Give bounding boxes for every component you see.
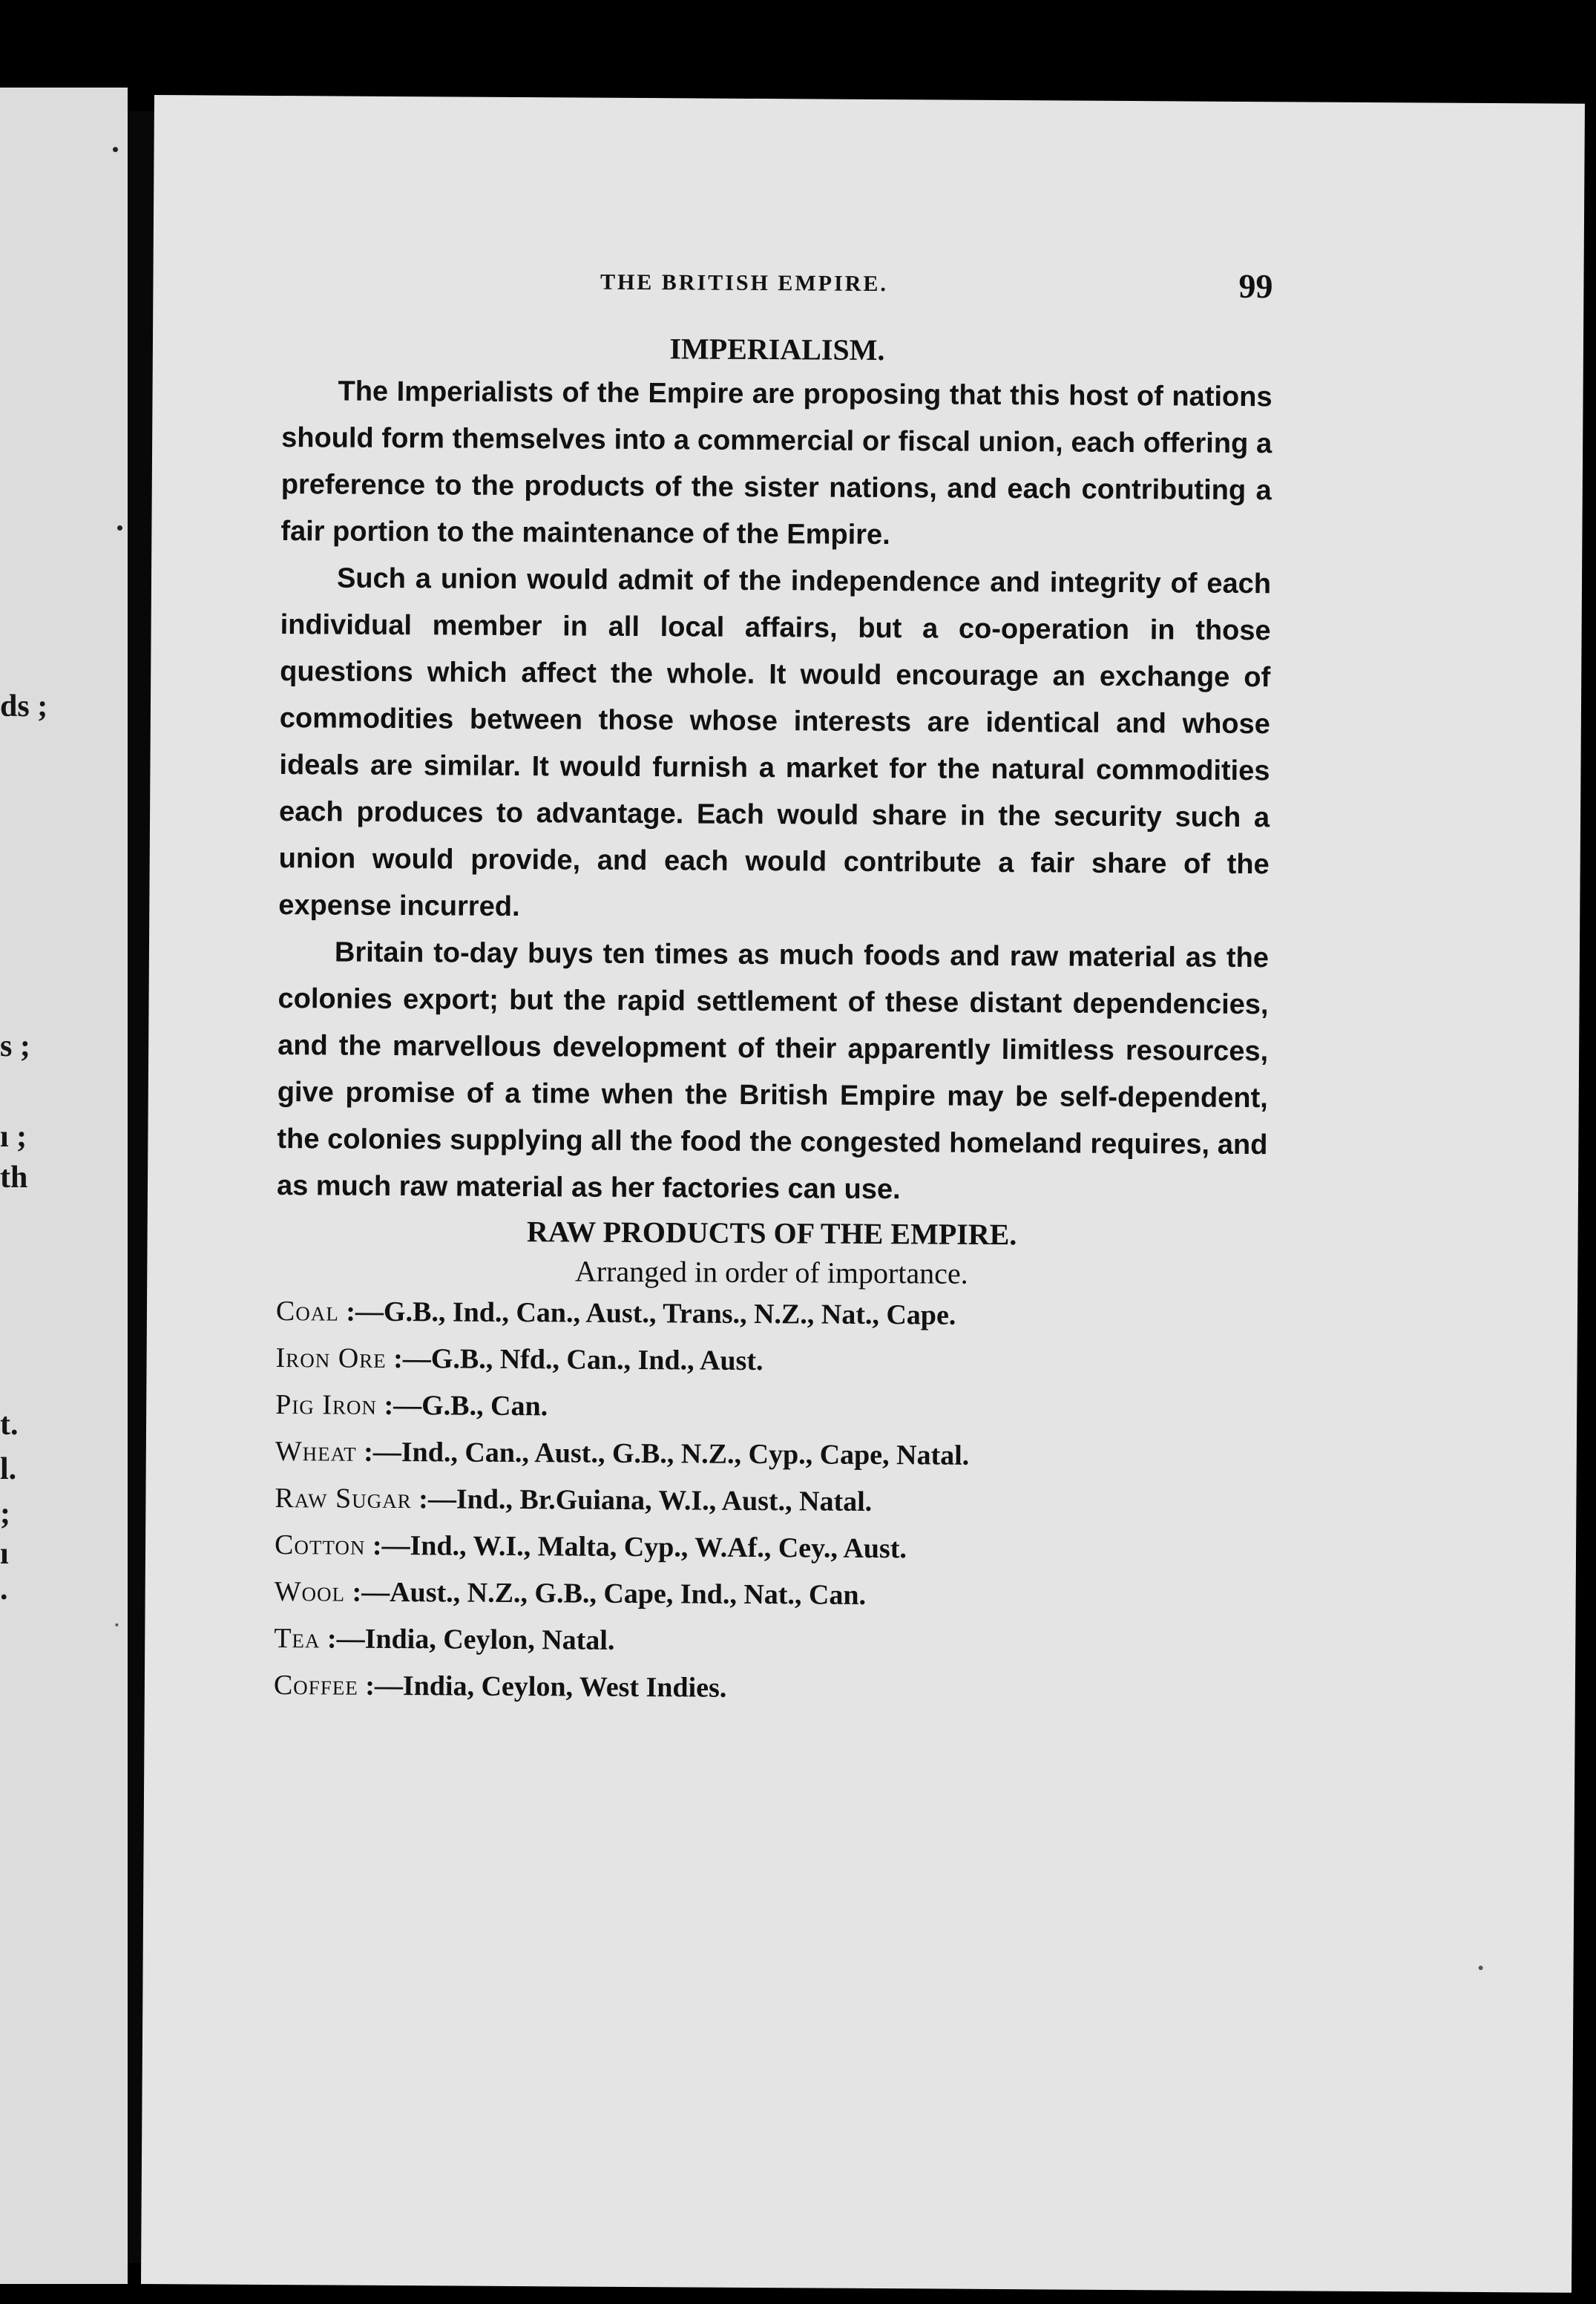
left-page-fragment: ds ;	[0, 689, 48, 723]
list-item	[275, 1382, 1266, 1434]
product-sources: :—G.B., Can.	[384, 1389, 548, 1422]
left-page-fragment: th	[0, 1161, 28, 1195]
product-sources: :—Ind., Br.Guiana, W.I., Aust., Natal.	[418, 1483, 873, 1517]
book-page	[141, 95, 1585, 2293]
section-heading-raw-products: RAW PRODUCTS OF THE EMPIRE.	[526, 1215, 1017, 1252]
product-name: Iron Ore	[275, 1342, 387, 1374]
section-heading-imperialism: IMPERIALISM.	[669, 332, 885, 367]
product-name: Cotton	[274, 1529, 366, 1561]
page-number: 99	[1238, 266, 1273, 306]
list-item	[274, 1662, 1264, 1715]
left-page-fragment: l.	[0, 1452, 17, 1486]
product-sources: :—India, Ceylon, West Indies.	[365, 1670, 727, 1704]
product-sources: :—G.B., Ind., Can., Aust., Trans., N.Z., Nat., Cape.	[346, 1296, 956, 1331]
paragraph: Britain to-day buys ten times as much foods and raw material as the colonies export; but the rapid settlement of these distant dependencies, and the marvellous development of their apparently limitless resources, give promise of a time when the British Empire may be self-dependent, the colonies supplying all the food the congested homeland requires, and as much raw material as her factories can use.	[276, 936, 1270, 1206]
list-item	[275, 1475, 1265, 1528]
list-item	[276, 1288, 1267, 1341]
product-sources: :—G.B., Nfd., Can., Ind., Aust.	[393, 1343, 763, 1377]
section-subheading: Arranged in order of importance.	[574, 1254, 968, 1290]
product-name: Coffee	[273, 1670, 358, 1701]
speck	[115, 1624, 118, 1627]
list-item	[275, 1335, 1266, 1388]
product-name: Wheat	[275, 1436, 357, 1468]
product-name: Wool	[274, 1576, 346, 1608]
list-item	[274, 1615, 1264, 1668]
left-page-fragment: t.	[0, 1408, 19, 1442]
list-item	[275, 1428, 1266, 1481]
list-item	[274, 1569, 1264, 1621]
product-name: Tea	[274, 1623, 321, 1655]
left-page-fragment: .	[0, 1572, 8, 1606]
page-content	[274, 260, 1273, 1715]
previous-page-edge	[0, 88, 128, 2284]
paragraph: The Imperialists of the Empire are proposing that this host of nations should form themselves into a commercial or fiscal union, each offering a preference to the products of the sister nations, and each contributing a fair portion to the maintenance of the Empire.	[280, 375, 1272, 551]
paragraph: Such a union would admit of the independence and integrity of each individual member in all local affairs, but a co-operation in those questions which affect the whole. It would encourage an exchange of commodities between those whose interests are identical and whose ideals are similar. It would furnish a market for the natural commodities each produces to advantage. Each would share in the security such a union would provide, and each would contribute a fair share of the expense incurred.	[278, 562, 1272, 923]
speck	[113, 147, 118, 152]
product-sources: :—Aust., N.Z., G.B., Cape, Ind., Nat., Can.	[352, 1576, 867, 1611]
product-name: Raw Sugar	[275, 1483, 412, 1515]
running-head	[282, 260, 1272, 318]
list-item	[275, 1522, 1265, 1575]
product-list	[274, 1288, 1267, 1715]
product-name: Pig Iron	[275, 1389, 378, 1421]
speck	[117, 525, 122, 531]
product-sources: :—Ind., Can., Aust., G.B., N.Z., Cyp., Cape, Natal.	[364, 1436, 970, 1471]
left-page-fragment: ;	[0, 1497, 10, 1531]
running-title: THE BRITISH EMPIRE.	[600, 269, 889, 297]
speck	[1479, 1966, 1483, 1970]
product-sources: :—India, Ceylon, Natal.	[326, 1623, 615, 1656]
left-page-fragment: s ;	[0, 1029, 30, 1063]
product-name: Coal	[275, 1296, 339, 1327]
product-sources: :—Ind., W.I., Malta, Cyp., W.Af., Cey., Aust.	[372, 1529, 907, 1565]
left-page-fragment: ı ;	[0, 1120, 27, 1154]
left-page-fragment: ı	[0, 1537, 9, 1571]
